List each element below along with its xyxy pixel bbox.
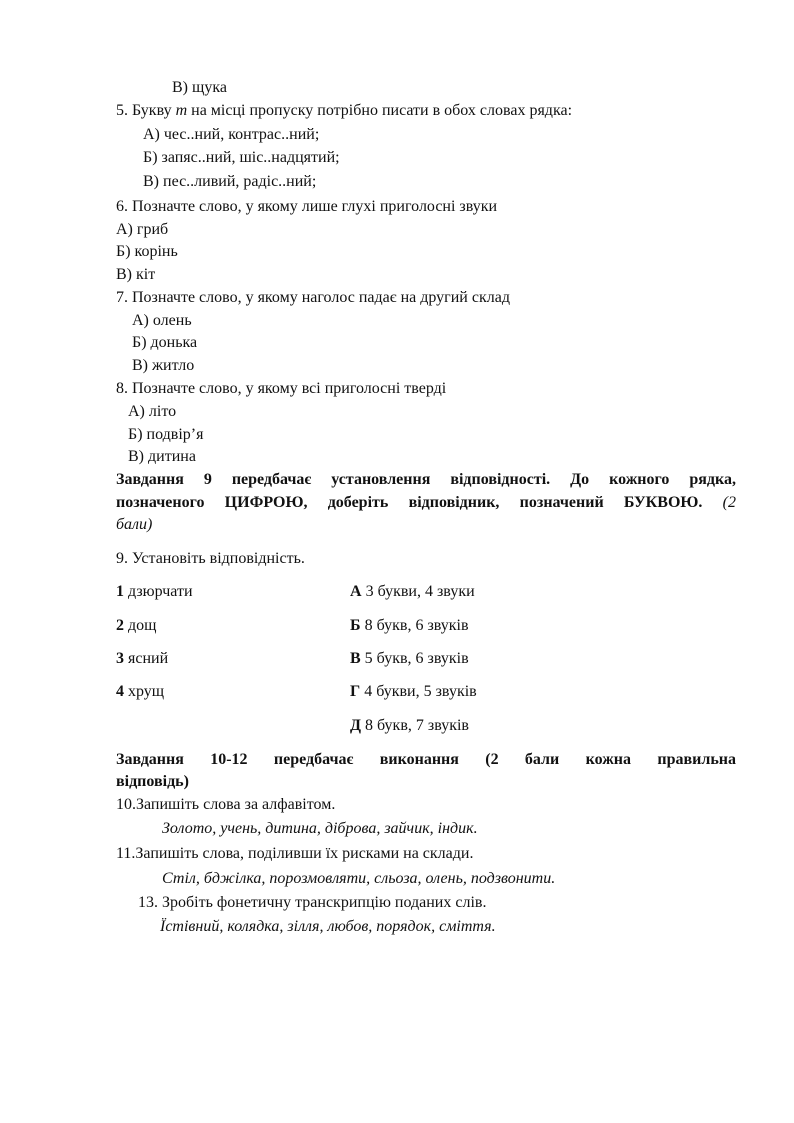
q10-words: Золото, учень, дитина, діброва, зайчик, індик. [162, 820, 478, 837]
q5-option-a: А) чес..ний, контрас..ний; [143, 126, 320, 143]
section-9-points-tail: бали) [116, 516, 153, 533]
q9-right-desc: 8 букв, 7 звуків [365, 717, 469, 734]
q13-words: Їстівний, колядка, зілля, любов, порядок, сміття. [160, 918, 496, 935]
section-9-points: (2 [722, 494, 736, 511]
q9-left-item [116, 681, 164, 703]
q9-right-item [350, 581, 475, 603]
q5-option-b: Б) запяс..ний, шіс..надцятий; [143, 149, 340, 166]
q11-words: Стіл, бджілка, порозмовляти, сльоза, олень, подзвонити. [162, 870, 556, 887]
question-8: 8. Позначте слово, у якому всі приголосні тверді [116, 380, 447, 397]
q7-option-b: Б) донька [132, 334, 198, 351]
q9-left-word: ясний [128, 650, 169, 667]
q9-right-desc: 8 букв, 6 звуків [364, 617, 469, 634]
q9-right-letter: Г [350, 683, 361, 700]
section-9-heading-line-2 [116, 492, 736, 514]
q9-right-letter: Д [350, 717, 362, 734]
q9-right-desc: 5 букв, 6 звуків [364, 650, 469, 667]
q8-option-b: Б) подвір’я [128, 426, 204, 443]
q6-option-a: А) гриб [116, 221, 169, 238]
q9-right-item [350, 681, 477, 703]
q5-text: 5. Букву [116, 102, 172, 119]
section-9-heading-line-1: Завдання 9 передбачає установлення відповідності. До кожного рядка, [116, 471, 736, 488]
section-10-heading-line-2: відповідь) [116, 773, 189, 790]
q9-right-item [350, 648, 469, 670]
q5-rest: на місці пропуску потрібно писати в обох словах рядка: [191, 102, 573, 119]
q9-left-word: дзюрчати [128, 583, 193, 600]
q4-option-v: В) щука [172, 79, 227, 96]
q8-option-c: В) дитина [128, 448, 196, 465]
q9-left-number: 2 [116, 617, 124, 634]
q6-option-b: Б) корінь [116, 243, 178, 260]
section-10-heading-line-1: Завдання 10-12 передбачає виконання (2 бали кожна правильна [116, 751, 736, 768]
q9-right-letter: Б [350, 617, 361, 634]
q9-left-item [116, 615, 156, 637]
question-10: 10.Запишіть слова за алфавітом. [116, 796, 336, 813]
q5-option-c: В) пес..ливий, радіс..ний; [143, 173, 317, 190]
q9-right-desc: 4 букви, 5 звуків [364, 683, 477, 700]
q9-left-number: 1 [116, 583, 124, 600]
q7-option-a: А) олень [132, 312, 192, 329]
q9-right-desc: 3 букви, 4 звуки [365, 583, 475, 600]
q5-letter: т [175, 102, 188, 119]
q9-left-item [116, 648, 168, 670]
q9-left-item [116, 581, 193, 603]
q9-left-word: дощ [128, 617, 157, 634]
question-6: 6. Позначте слово, у якому лише глухі приголосні звуки [116, 198, 498, 215]
question-11: 11.Запишіть слова, поділивши їх рисками на склади. [116, 845, 474, 862]
q9-right-item [350, 615, 469, 637]
question-7: 7. Позначте слово, у якому наголос падає на другий склад [116, 289, 510, 306]
q9-right-letter: А [350, 583, 362, 600]
question-13: 13. Зробіть фонетичну транскрипцію поданих слів. [138, 894, 487, 911]
q7-option-c: В) житло [132, 357, 195, 374]
q9-right-item [350, 715, 469, 737]
q8-option-a: А) літо [128, 403, 177, 420]
q9-left-number: 3 [116, 650, 124, 667]
q9-right-letter: В [350, 650, 361, 667]
question-5 [116, 100, 572, 122]
q9-left-number: 4 [116, 683, 124, 700]
q6-option-c: В) кіт [116, 266, 156, 283]
q9-left-word: хрущ [128, 683, 165, 700]
section-9-heading-line-2-text: позначеного ЦИФРОЮ, доберіть відповідник, позначений БУКВОЮ. [116, 494, 703, 511]
question-9: 9. Установіть відповідність. [116, 550, 305, 567]
